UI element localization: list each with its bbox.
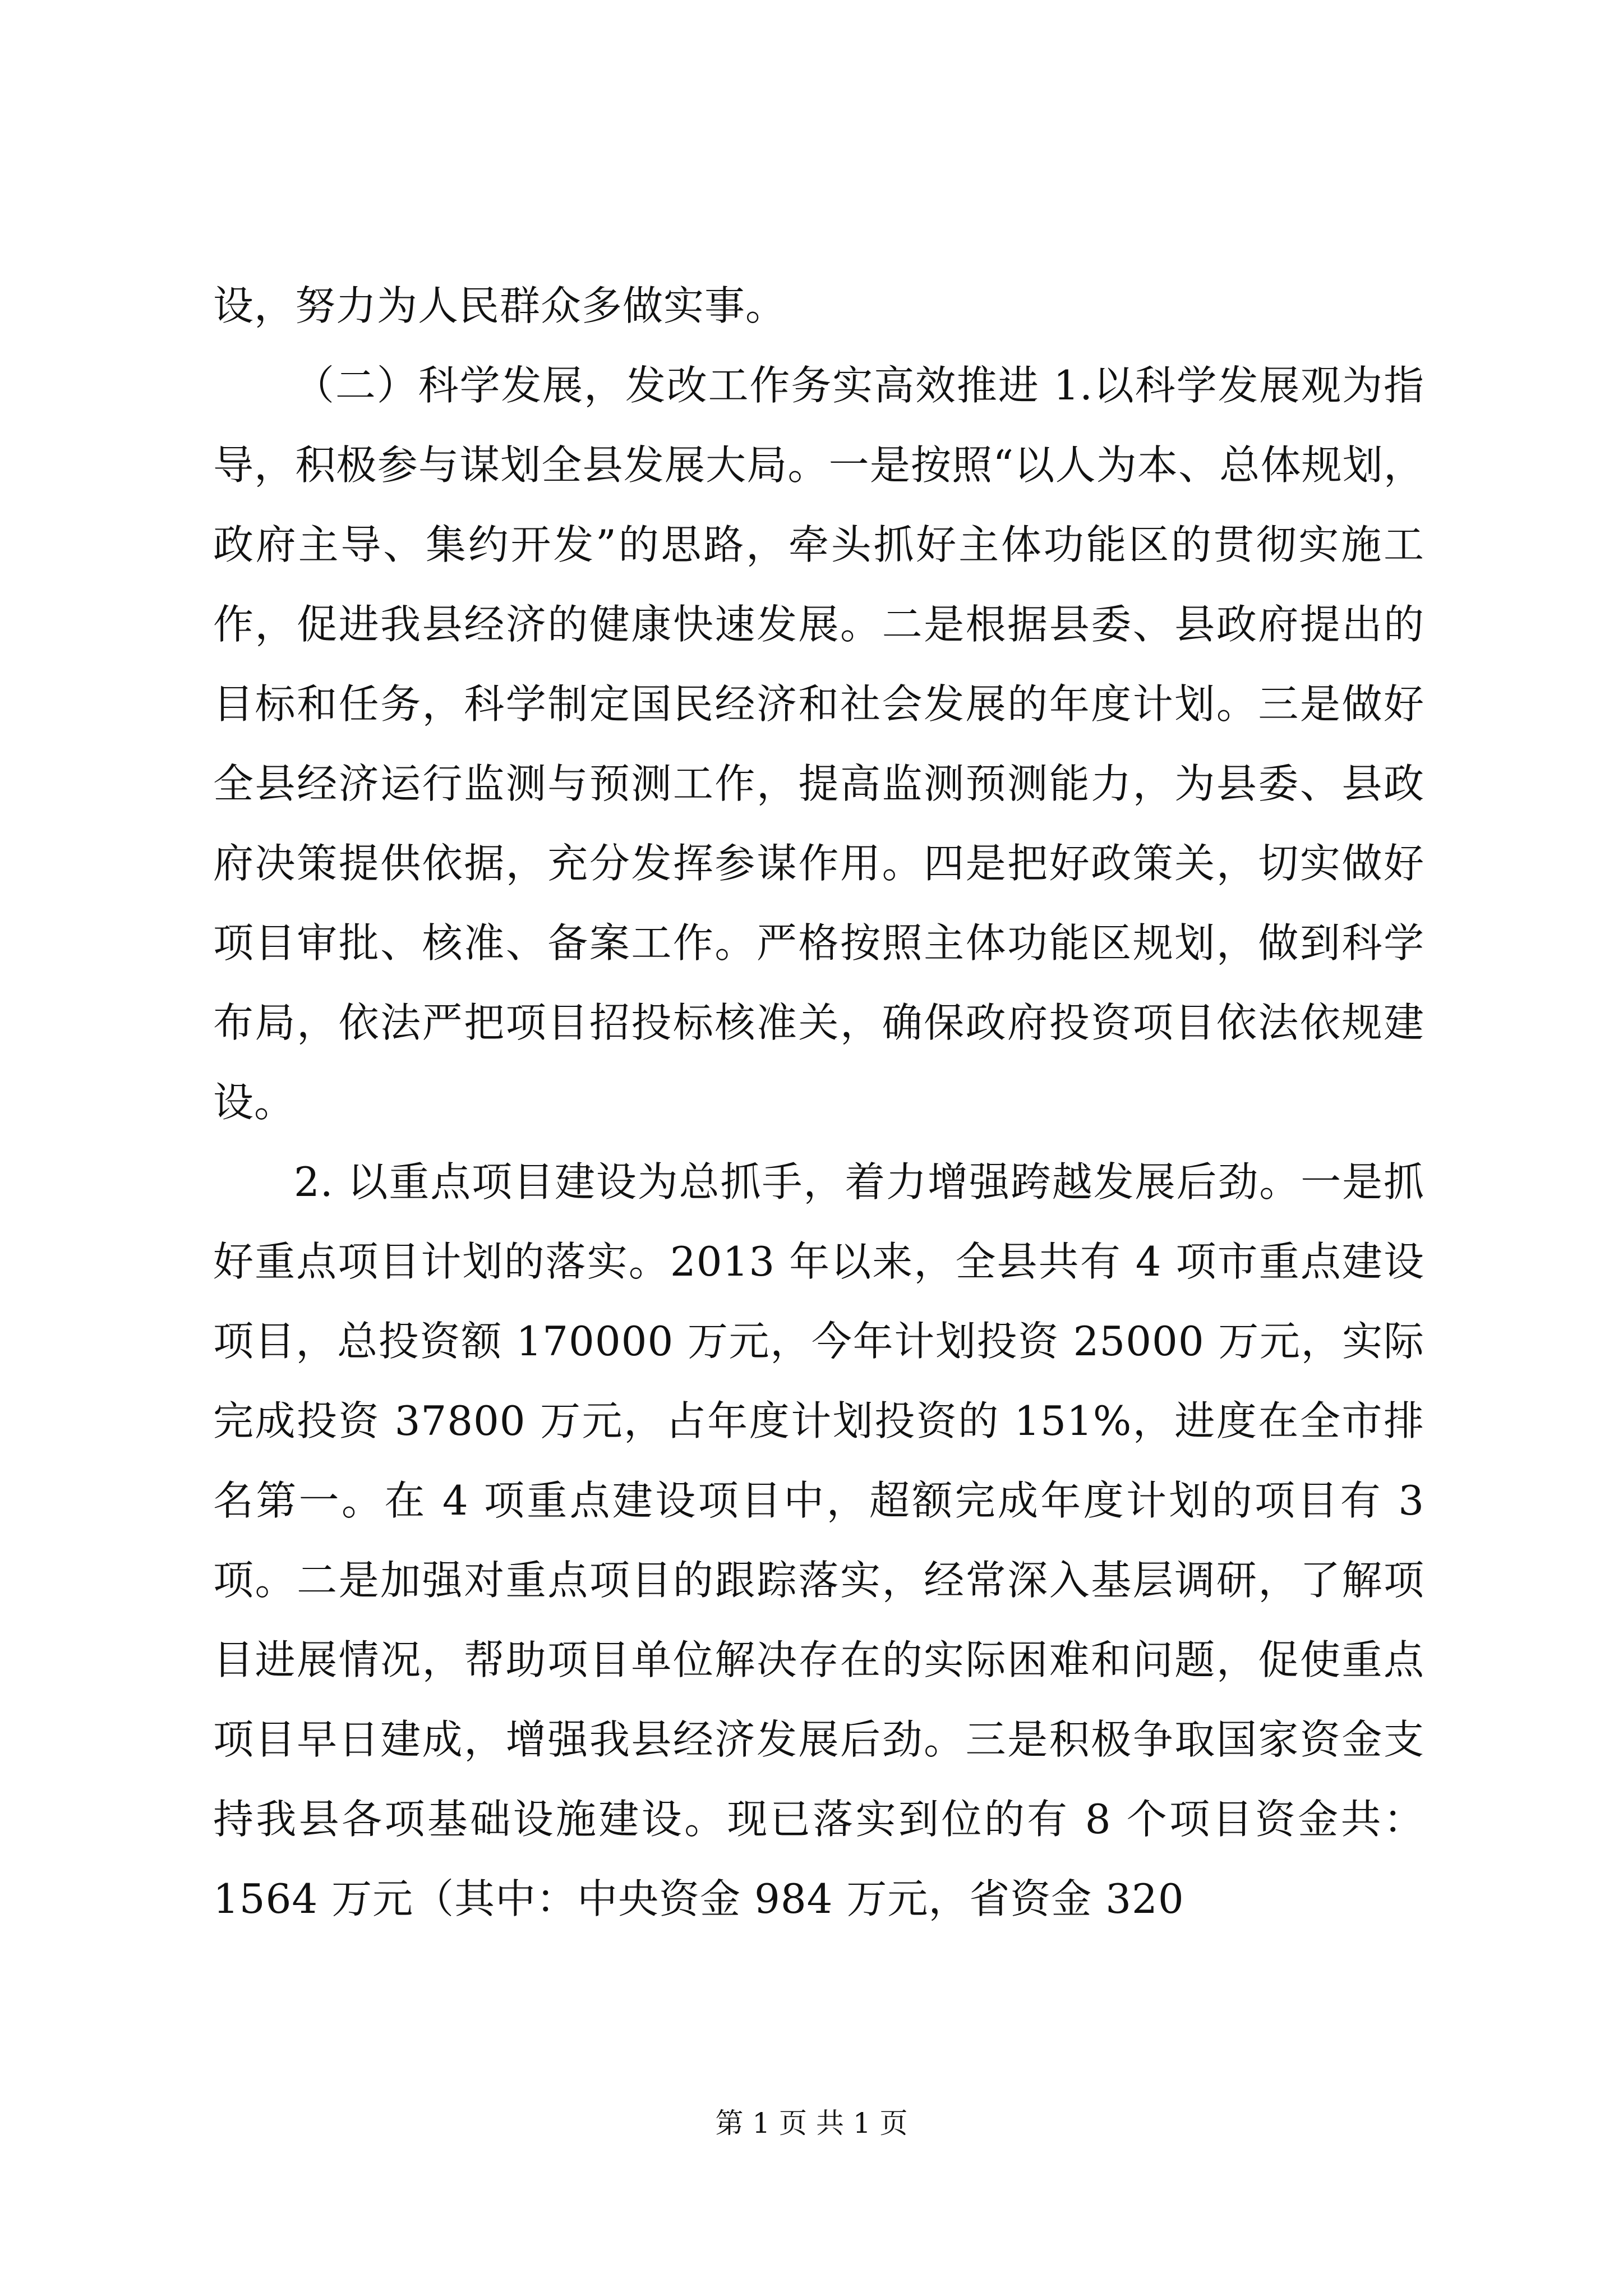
page-footer: 第 1 页 共 1 页 <box>715 2107 908 2139</box>
document-body <box>213 266 1424 1939</box>
paragraph-continuation: 设，努力为人民群众多做实事。 <box>213 282 787 329</box>
paragraph-key-projects: 2. 以重点项目建设为总抓手，着力增强跨越发展后劲。一是抓好重点项目计划的落实。2013 年以来，全县共有 4 项市重点建设项目，总投资额 170000 万元，今年计划投资 25000 万元，实际完成投资 37800 万元，占年度计划投资的 151%，进度在全市排名第一。在 4 项重点建设项目中，超额完成年度计划的项目有 3 项。二是加强对重点项目的跟踪落实，经常深入基层调研，了解项目进展情况，帮助项目单位解决存在的实际困难和问题，促使重点项目早日建成，增强我县经济发展后劲。三是积极争取国家资金支持我县各项基础设施建设。现已落实到位的有 8 个项目资金共：1564 万元（其中：中央资金 984 万元，省资金 320 <box>213 1158 1424 1922</box>
paragraph-section-two: （二）科学发展，发改工作务实高效推进 1.以科学发展观为指导，积极参与谋划全县发展大局。一是按照“以人为本、总体规划，政府主导、集约开发”的思路，牵头抓好主体功能区的贯彻实施工作，促进我县经济的健康快速发展。二是根据县委、县政府提出的目标和任务，科学制定国民经济和社会发展的年度计划。三是做好全县经济运行监测与预测工作，提高监测预测能力，为县委、县政府决策提供依据，充分发挥参谋作用。四是把好政策关，切实做好项目审批、核准、备案工作。严格按照主体功能区规划，做到科学布局，依法严把项目招投标核准关，确保政府投资项目依法依规建设。 <box>213 362 1424 1126</box>
